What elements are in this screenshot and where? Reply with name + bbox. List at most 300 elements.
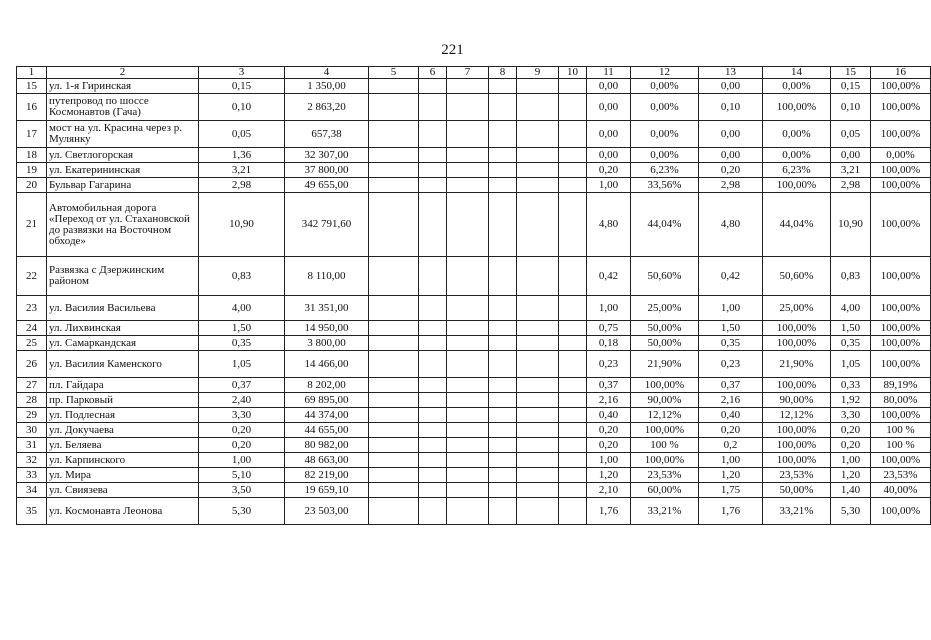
row-number: 20 [17,178,47,193]
empty-cell [419,378,447,393]
table-cell: 0,00% [631,121,699,148]
empty-cell [419,94,447,121]
empty-cell [369,336,419,351]
empty-cell [559,163,587,178]
empty-cell [559,321,587,336]
empty-cell [489,257,517,296]
table-cell: 0,00 [587,148,631,163]
table-cell: 0,83 [831,257,871,296]
column-header: 12 [631,67,699,79]
table-cell: 100,00% [871,163,931,178]
table-cell: 100 % [631,438,699,453]
table-cell: 69 895,00 [285,393,369,408]
table-cell: 0,00% [631,148,699,163]
table-cell: 23,53% [871,468,931,483]
road-name: ул. Самаркандская [47,336,199,351]
empty-cell [369,423,419,438]
empty-cell [447,408,489,423]
column-header: 10 [559,67,587,79]
empty-cell [419,498,447,525]
table-row [17,408,931,423]
table-cell: 0,20 [831,438,871,453]
table-cell: 0,00% [763,148,831,163]
road-name: ул. Беляева [47,438,199,453]
road-name: ул. Подлесная [47,408,199,423]
table-cell: 49 655,00 [285,178,369,193]
table-cell: 40,00% [871,483,931,498]
table-cell: 0,20 [587,423,631,438]
row-number: 35 [17,498,47,525]
table-cell: 4,00 [199,296,285,321]
empty-cell [517,178,559,193]
table-cell: 0,35 [199,336,285,351]
table-cell: 90,00% [763,393,831,408]
empty-cell [489,453,517,468]
empty-cell [559,79,587,94]
empty-cell [419,163,447,178]
table-row [17,321,931,336]
table-cell: 0,2 [699,438,763,453]
table-cell: 82 219,00 [285,468,369,483]
table-cell: 0,10 [699,94,763,121]
table-cell: 19 659,10 [285,483,369,498]
table-cell: 0,10 [199,94,285,121]
empty-cell [447,498,489,525]
table-cell: 80,00% [871,393,931,408]
table-cell: 100,00% [763,94,831,121]
road-name: ул. Докучаева [47,423,199,438]
empty-cell [419,483,447,498]
table-cell: 4,80 [587,193,631,257]
table-cell: 25,00% [763,296,831,321]
empty-cell [517,148,559,163]
table-cell: 31 351,00 [285,296,369,321]
empty-cell [517,321,559,336]
empty-cell [517,498,559,525]
table-cell: 1,76 [699,498,763,525]
table-cell: 44 374,00 [285,408,369,423]
table-cell: 48 663,00 [285,453,369,468]
empty-cell [369,163,419,178]
empty-cell [447,351,489,378]
column-header: 13 [699,67,763,79]
table-cell: 21,90% [763,351,831,378]
table-cell: 0,20 [587,163,631,178]
table-cell: 657,38 [285,121,369,148]
empty-cell [559,178,587,193]
table-cell: 89,19% [871,378,931,393]
empty-cell [559,483,587,498]
column-header: 9 [517,67,559,79]
table-cell: 1,40 [831,483,871,498]
table-row [17,351,931,378]
page-number: 221 [441,42,464,58]
table-cell: 44,04% [763,193,831,257]
table-row [17,453,931,468]
column-header: 1 [17,67,47,79]
table-cell: 0,20 [587,438,631,453]
table-cell: 1,00 [699,296,763,321]
empty-cell [447,438,489,453]
table-cell: 1,00 [699,453,763,468]
table-cell: 2,10 [587,483,631,498]
header-row [17,67,931,79]
empty-cell [419,393,447,408]
table-cell: 0,35 [699,336,763,351]
table-cell: 2,16 [587,393,631,408]
table-cell: 0,00% [631,94,699,121]
empty-cell [559,351,587,378]
table-cell: 0,35 [831,336,871,351]
empty-cell [559,408,587,423]
table-cell: 8 202,00 [285,378,369,393]
column-header: 5 [369,67,419,79]
empty-cell [489,178,517,193]
table-cell: 0,20 [831,423,871,438]
empty-cell [517,408,559,423]
table-cell: 23 503,00 [285,498,369,525]
table-cell: 50,60% [631,257,699,296]
road-name: Развязка с Дзержинским районом [47,257,199,296]
empty-cell [447,393,489,408]
table-cell: 1,50 [199,321,285,336]
empty-cell [489,408,517,423]
row-number: 33 [17,468,47,483]
table-row [17,483,931,498]
table-cell: 0,00 [587,94,631,121]
empty-cell [369,193,419,257]
empty-cell [559,336,587,351]
table-cell: 0,10 [831,94,871,121]
column-header: 14 [763,67,831,79]
empty-cell [447,94,489,121]
table-cell: 50,00% [631,321,699,336]
empty-cell [559,257,587,296]
table-cell: 0,00 [587,121,631,148]
empty-cell [369,321,419,336]
empty-cell [517,163,559,178]
road-name: ул. Лихвинская [47,321,199,336]
empty-cell [517,468,559,483]
empty-cell [517,423,559,438]
table-cell: 100,00% [631,423,699,438]
table-cell: 0,37 [199,378,285,393]
table-cell: 2,98 [699,178,763,193]
road-name: ул. Свиязева [47,483,199,498]
empty-cell [447,178,489,193]
table-cell: 100,00% [871,296,931,321]
empty-cell [559,453,587,468]
empty-cell [369,351,419,378]
empty-cell [447,378,489,393]
table-cell: 3 800,00 [285,336,369,351]
row-number: 21 [17,193,47,257]
table-cell: 4,80 [699,193,763,257]
table-cell: 0,40 [587,408,631,423]
column-header: 15 [831,67,871,79]
empty-cell [447,148,489,163]
row-number: 26 [17,351,47,378]
empty-cell [419,468,447,483]
empty-cell [369,148,419,163]
empty-cell [517,193,559,257]
empty-cell [489,163,517,178]
empty-cell [559,94,587,121]
empty-cell [489,378,517,393]
empty-cell [559,468,587,483]
table-cell: 100,00% [871,257,931,296]
empty-cell [419,121,447,148]
empty-cell [419,408,447,423]
row-number: 19 [17,163,47,178]
table-cell: 1,05 [199,351,285,378]
table-cell: 0,00% [763,79,831,94]
table-cell: 3,50 [199,483,285,498]
table-cell: 44 655,00 [285,423,369,438]
column-header: 16 [871,67,931,79]
empty-cell [419,193,447,257]
row-number: 31 [17,438,47,453]
empty-cell [419,178,447,193]
table-cell: 342 791,60 [285,193,369,257]
empty-cell [489,351,517,378]
table-row [17,94,931,121]
empty-cell [559,148,587,163]
table-cell: 1,00 [199,453,285,468]
table-cell: 0,20 [699,163,763,178]
empty-cell [419,453,447,468]
table-cell: 0,33 [831,378,871,393]
empty-cell [517,438,559,453]
empty-cell [517,351,559,378]
column-header: 6 [419,67,447,79]
table-cell: 12,12% [631,408,699,423]
empty-cell [419,79,447,94]
table-cell: 1,20 [831,468,871,483]
empty-cell [447,336,489,351]
table-cell: 0,40 [699,408,763,423]
table-cell: 0,05 [199,121,285,148]
empty-cell [369,438,419,453]
table-cell: 1,36 [199,148,285,163]
empty-cell [419,336,447,351]
table-cell: 12,12% [763,408,831,423]
table-cell: 1,50 [699,321,763,336]
table-cell: 25,00% [631,296,699,321]
empty-cell [369,178,419,193]
empty-cell [369,498,419,525]
empty-cell [447,296,489,321]
road-name: Автомобильная дорога «Переход от ул. Стахановской до развязки на Восточном обходе» [47,193,199,257]
road-name: ул. Карпинского [47,453,199,468]
table-cell: 50,60% [763,257,831,296]
table-cell: 6,23% [763,163,831,178]
empty-cell [369,121,419,148]
row-number: 34 [17,483,47,498]
table-cell: 2,98 [199,178,285,193]
row-number: 25 [17,336,47,351]
row-number: 29 [17,408,47,423]
table-row [17,163,931,178]
empty-cell [447,321,489,336]
table-cell: 6,23% [631,163,699,178]
table-cell: 44,04% [631,193,699,257]
table-cell: 0,00% [763,121,831,148]
table-cell: 0,23 [587,351,631,378]
table-cell: 0,83 [199,257,285,296]
road-name: ул. Василия Васильева [47,296,199,321]
empty-cell [559,296,587,321]
table-cell: 100,00% [763,423,831,438]
empty-cell [489,483,517,498]
empty-cell [369,408,419,423]
table-cell: 4,00 [831,296,871,321]
empty-cell [517,336,559,351]
table-cell: 0,00 [587,79,631,94]
empty-cell [419,438,447,453]
table-cell: 0,20 [199,423,285,438]
table-cell: 100,00% [871,193,931,257]
empty-cell [369,483,419,498]
table-cell: 100,00% [871,351,931,378]
table-cell: 2,16 [699,393,763,408]
table-cell: 2,40 [199,393,285,408]
table-cell: 1,76 [587,498,631,525]
table-cell: 100,00% [871,408,931,423]
table-cell: 1,00 [587,453,631,468]
empty-cell [489,296,517,321]
table-cell: 100,00% [631,378,699,393]
empty-cell [369,378,419,393]
empty-cell [419,351,447,378]
empty-cell [489,321,517,336]
row-number: 32 [17,453,47,468]
table-cell: 8 110,00 [285,257,369,296]
table-cell: 100,00% [871,336,931,351]
empty-cell [369,79,419,94]
empty-cell [489,438,517,453]
empty-cell [489,148,517,163]
empty-cell [419,321,447,336]
table-cell: 100,00% [871,453,931,468]
row-number: 24 [17,321,47,336]
table-cell: 0,00 [699,79,763,94]
row-number: 22 [17,257,47,296]
road-name: ул. Светлогорская [47,148,199,163]
table-cell: 100,00% [871,498,931,525]
empty-cell [447,193,489,257]
table-cell: 3,30 [831,408,871,423]
empty-cell [559,498,587,525]
empty-cell [447,79,489,94]
empty-cell [517,121,559,148]
table-cell: 1,20 [587,468,631,483]
empty-cell [559,393,587,408]
table-cell: 100,00% [631,453,699,468]
empty-cell [517,453,559,468]
table-cell: 100,00% [871,94,931,121]
table-row [17,468,931,483]
empty-cell [447,423,489,438]
table-cell: 0,00% [871,148,931,163]
table-cell: 100,00% [871,79,931,94]
table-cell: 0,37 [587,378,631,393]
table-cell: 23,53% [763,468,831,483]
table-row [17,296,931,321]
table-cell: 0,23 [699,351,763,378]
road-name: ул. Василия Каменского [47,351,199,378]
table-row [17,193,931,257]
table-cell: 10,90 [831,193,871,257]
road-name: ул. 1-я Гиринская [47,79,199,94]
column-header: 4 [285,67,369,79]
table-cell: 0,20 [199,438,285,453]
empty-cell [489,193,517,257]
empty-cell [517,378,559,393]
empty-cell [559,378,587,393]
empty-cell [489,94,517,121]
empty-cell [419,257,447,296]
table-cell: 33,21% [763,498,831,525]
empty-cell [517,483,559,498]
empty-cell [489,79,517,94]
table-row [17,79,931,94]
empty-cell [517,94,559,121]
row-number: 23 [17,296,47,321]
table-cell: 1,20 [699,468,763,483]
empty-cell [369,393,419,408]
table-row [17,423,931,438]
table-cell: 5,10 [199,468,285,483]
table-cell: 100,00% [763,438,831,453]
table-cell: 50,00% [631,336,699,351]
empty-cell [489,498,517,525]
table-cell: 1,00 [831,453,871,468]
table-cell: 100,00% [763,453,831,468]
table-cell: 14 466,00 [285,351,369,378]
table-cell: 32 307,00 [285,148,369,163]
table-cell: 60,00% [631,483,699,498]
table-cell: 0,42 [699,257,763,296]
road-name: пр. Парковый [47,393,199,408]
table-row [17,178,931,193]
table-cell: 1,92 [831,393,871,408]
table-cell: 1,75 [699,483,763,498]
row-number: 17 [17,121,47,148]
empty-cell [419,296,447,321]
empty-cell [419,423,447,438]
empty-cell [447,257,489,296]
table-cell: 33,21% [631,498,699,525]
table-cell: 100,00% [871,121,931,148]
empty-cell [559,423,587,438]
table-cell: 100,00% [763,378,831,393]
table-row [17,393,931,408]
table-cell: 14 950,00 [285,321,369,336]
table-row [17,121,931,148]
table-cell: 33,56% [631,178,699,193]
column-header: 8 [489,67,517,79]
row-number: 18 [17,148,47,163]
table-cell: 0,18 [587,336,631,351]
road-name: путепровод по шоссе Космонавтов (Гача) [47,94,199,121]
empty-cell [489,121,517,148]
road-name: ул. Мира [47,468,199,483]
table-cell: 0,75 [587,321,631,336]
empty-cell [369,453,419,468]
column-header: 11 [587,67,631,79]
table-cell: 100,00% [763,321,831,336]
